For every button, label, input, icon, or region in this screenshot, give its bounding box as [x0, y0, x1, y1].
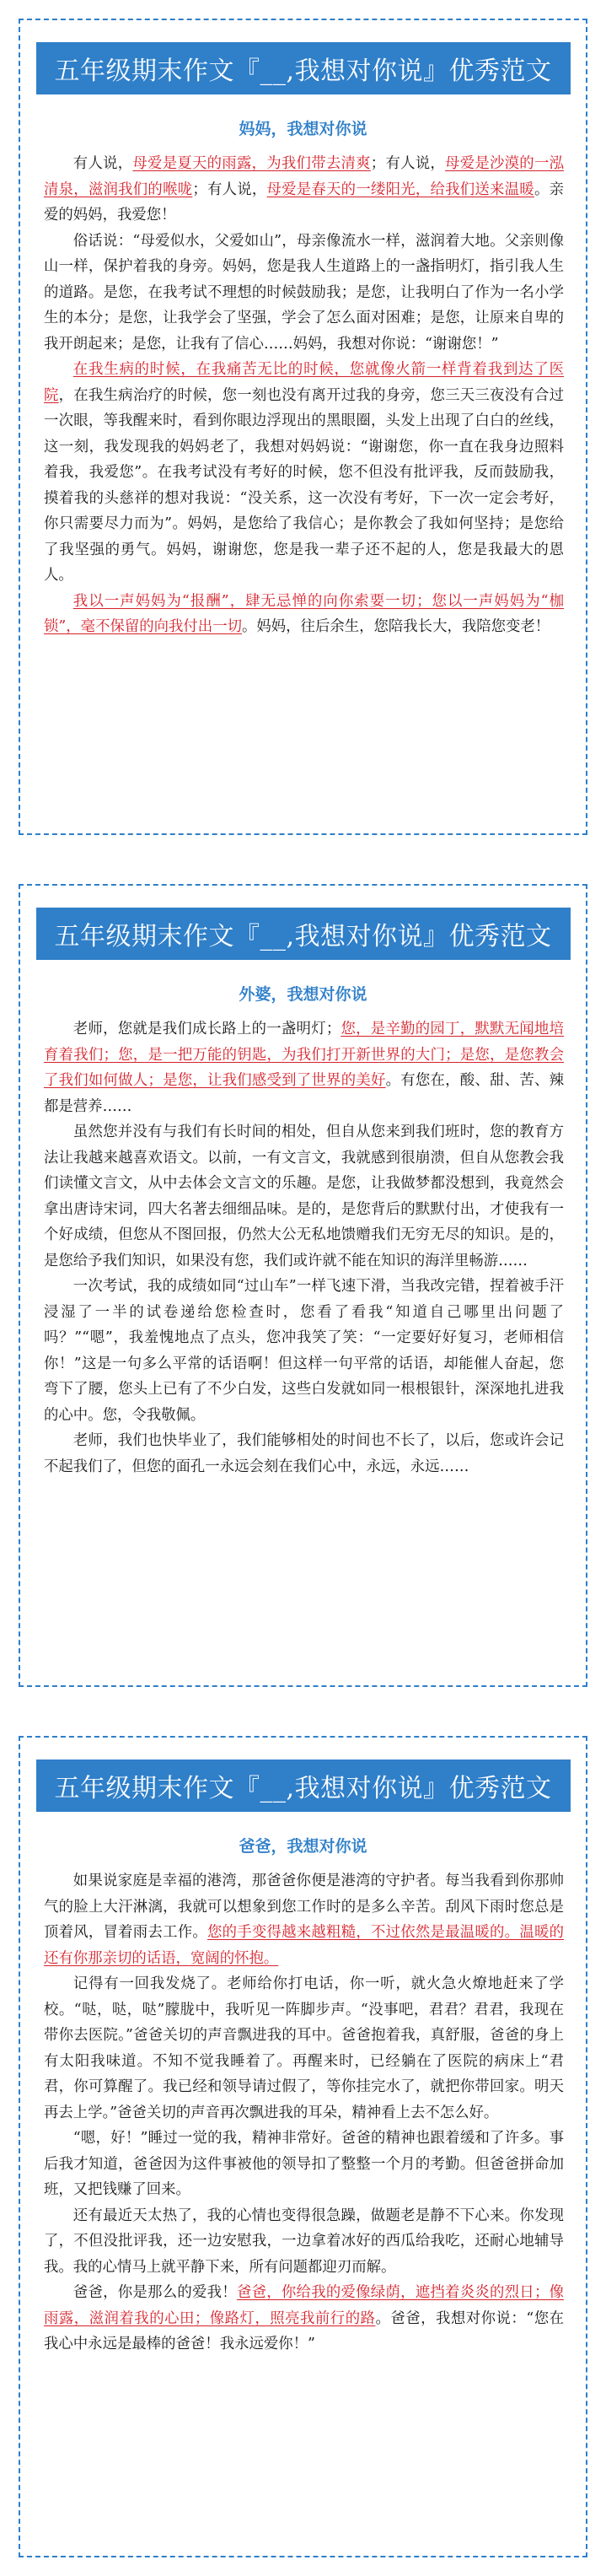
paragraph-text: 爸爸，你是那么的爱我！: [72, 2284, 237, 2301]
essay-card: [19, 19, 587, 835]
paragraph-text: “嗯，好！”睡过一觉的我，精神非常好。爸爸的精神也跟着缓和了许多。事后我才知道，爸爸因为这件事被他的领导扣了整整一个月的考勤。但爸爸拼命加班，又把钱赚了回来。: [44, 2130, 564, 2198]
paragraph-text: 。亲爱的妈妈，我爱您！: [44, 181, 564, 224]
banner-title: 五年级期末作文『__,我想对你说』优秀范文: [36, 1760, 571, 1812]
highlighted-text: 在我生病的时候，在我痛苦无比的时候，您就像火箭一样背着我到达了医院: [44, 361, 564, 404]
essay-body: [20, 1016, 586, 1479]
highlighted-text: 您，是辛勤的园丁，默默无闻地培育着我们；您，是一把万能的钥匙，为我们打开新世界的大门；是您，是您教会了我们如何做人；是您，让我们感受到了世界的美好: [44, 1021, 564, 1089]
highlighted-text: 母爱是夏天的雨露，为我们带去清爽: [132, 155, 371, 172]
essay-card: [19, 884, 587, 1687]
essay-paragraph: [44, 1274, 564, 1428]
essay-subtitle: 外婆，我想对你说: [239, 985, 367, 1004]
paragraph-text: 记得有一回我发烧了。老师给你打电话，你一听，就火急火燎地赶来了学校。“哒，哒，哒”朦胧中，我听见一阵脚步声。“没事吧，君君？君君，我现在带你去医院。”爸爸关切的声音飘进我的耳中。爸爸抱着我，真舒服，爸爸的身上有太阳我味道。不知不觉我睡着了。再醒来时，已经躺在了医院的病床上“君君，你可算醒了。我已经和领导请过假了，等你挂完水了，就把你带回家。明天再去上学。”爸爸关切的声音再次飘进我的耳朵，精神看上去不怎么好。: [44, 1975, 564, 2121]
paragraph-text: 。妈妈，往后余生，您陪我长大，我陪您变老！: [241, 618, 550, 635]
essay-subtitle: 爸爸，我想对你说: [239, 1837, 367, 1856]
paragraph-text: 老师，您就是我们成长路上的一盏明灯；: [72, 1021, 341, 1037]
highlighted-text: 母爱是春天的一缕阳光，给我们送来温暖: [266, 181, 534, 198]
paragraph-text: 有人说，: [72, 155, 133, 172]
paragraph-text: 虽然您并没有与我们有长时间的相处，但自从您来到我们班时，您的教育方法让我越来越喜欢语文。以前，一有文言文，我就感到很崩溃，但自从您教会我们读懂文言文，从中去体会文言文的乐趣。是您，让我做梦都没想到，我竟然会拿出唐诗宋词，四大名著去细细品味。是的，是您背后的默默付出，才使我有一个好成绩，但您从不图回报，仍然大公无私地馈赠我们无穷无尽的知识。是的，是您给予我们知识，如果没有您，我们或许就不能在知识的海洋里畅游……: [44, 1124, 564, 1269]
paragraph-text: 如果说家庭是幸福的港湾，那爸爸你便是港湾的守护者。每当我看到你那帅气的脸上大汗淋漓，我就可以想象到您工作时的是多么辛苦。刮风下雨时您总是顶着风，冒着雨去工作。: [44, 1873, 564, 1941]
essay-paragraph: [44, 1428, 564, 1479]
highlighted-text: 母爱是沙漠的一泓清泉，滋润我们的喉咙: [44, 155, 564, 198]
highlighted-text: 爸爸，你给我的爱像绿荫，遮挡着炎炎的烈日；像雨露，滋润着我的心田；像路灯，照亮我前行的路: [44, 2284, 564, 2327]
essay-paragraph: [44, 1016, 564, 1119]
essay-paragraph: [44, 589, 564, 640]
essay-paragraph: [44, 1971, 564, 2126]
paragraph-text: 。有您在，酸、甜、苦、辣都是营养……: [44, 1072, 564, 1115]
paragraph-text: ；有人说，: [370, 155, 446, 172]
essay-subtitle: 妈妈，我想对你说: [239, 120, 367, 138]
highlighted-text: 您的手变得越来越粗糙，不过依然是最温暖的。温暖的还有你那亲切的话语，宽阔的怀抱。: [44, 1924, 564, 1967]
essay-body: [20, 151, 586, 640]
paragraph-text: ；有人说，: [192, 181, 267, 198]
paragraph-text: 一次考试，我的成绩如同“过山车”一样飞速下滑，当我改完错，捏着被手汗浸湿了一半的试卷递给您检查时，您看了看我“知道自己哪里出问题了吗？”“嗯”，我羞愧地点了点头，您冲我笑了笑：“一定要好好复习，老师相信你！”这是一句多么平常的话语啊！但这样一句平常的话语，却能催人奋起，您弯下了腰，您头上已有了不少白发，这些白发就如同一根根银针，深深地扎进我的心中。您，令我敬佩。: [44, 1278, 564, 1424]
essay-paragraph: [44, 151, 564, 229]
essay-paragraph: [44, 1868, 564, 1971]
paragraph-text: 老师，我们也快毕业了，我们能够相处的时间也不长了，以后，您或许会记不起我们了，但您的面孔一永远会刻在我们心中，永远，永远……: [44, 1432, 564, 1475]
essay-paragraph: [44, 1119, 564, 1274]
essay-paragraph: [44, 229, 564, 358]
essay-paragraph: [44, 2280, 564, 2358]
paragraph-text: 。爸爸，我想对你说：“您在我心中永远是最棒的爸爸！我永远爱你！”: [44, 2309, 564, 2352]
essay-paragraph: [44, 357, 564, 589]
essay-paragraph: [44, 2203, 564, 2281]
banner-title: 五年级期末作文『__,我想对你说』优秀范文: [36, 42, 571, 94]
paragraph-text: ，在我生病治疗的时候，您一刻也没有离开过我的身旁，您三天三夜没有合过一次眼，等我醒来时，看到你眼边浮现出的黑眼圈，头发上出现了白白的丝线，这一刻，我发现我的妈妈老了，我想对妈妈说：“谢谢您，你一直在我身边照料着我，我爱您”。在我考试没有考好的时候，您不但没有批评我，反而鼓励我，摸着我的头慈祥的想对我说：“没关系，这一次没有考好，下一次一定会考好，你只需要尽力而为”。妈妈，是您给了我信心；是你教会了我如何坚持；是您给了我坚强的勇气。妈妈，谢谢您，您是我一辈子还不起的人，您是我最大的恩人。: [44, 386, 564, 584]
essay-body: [20, 1868, 586, 2358]
paragraph-text: 俗话说：“母爱似水，父爱如山”，母亲像流水一样，滋润着大地。父亲则像山一样，保护着我的身旁。妈妈，您是我人生道路上的一盏指明灯，指引我人生的道路。是您，在我考试不理想的时候鼓励我；是您，让我明白了作为一名小学生的本分；是您，让我学会了坚强，学会了怎么面对困难；是您，让原来自卑的我开朗起来；是您，让我有了信心……妈妈，我想对你说：“谢谢您！”: [44, 232, 564, 353]
highlighted-text: 我以一声妈妈为“报酬”，肆无忌惮的向你索要一切；您以一声妈妈为“枷锁”，毫不保留的向我付出一切: [44, 592, 564, 635]
paragraph-text: 还有最近天太热了，我的心情也变得很急躁，做题老是静不下心来。你发现了，不但没批评我，还一边安慰我，一边拿着冰好的西瓜给我吃，还耐心地辅导我。我的心情马上就平静下来，所有问题都迎刃而解。: [44, 2207, 564, 2276]
banner-title: 五年级期末作文『__,我想对你说』优秀范文: [36, 908, 571, 960]
essay-card: [19, 1736, 587, 2557]
essay-paragraph: [44, 2126, 564, 2203]
